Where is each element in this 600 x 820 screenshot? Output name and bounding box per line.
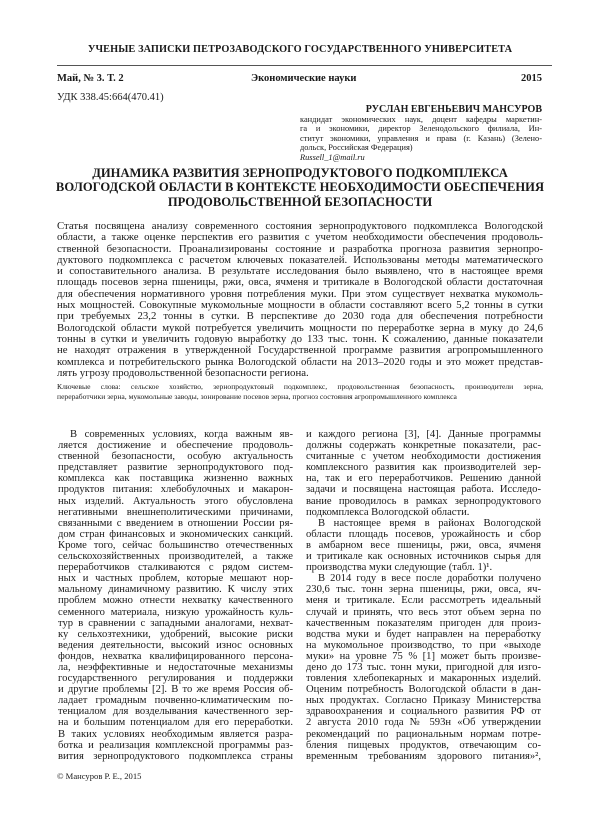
text-line: товления хлебопекарных и макаронных изделий.	[306, 673, 541, 685]
text-line: в амбарном весе пшеницы, ржи, овса, ячменя	[306, 539, 541, 551]
keywords	[57, 382, 543, 402]
text-line: при требуемых 23,2 тонны в сутки. В перспективе до 2030 года для обеспечения потребности	[57, 311, 543, 323]
udk-code: УДК 338.45:664(470.41)	[57, 92, 164, 103]
text-line: представляет развитие зернопродуктового под-	[58, 462, 293, 474]
text-line: В таких условиях необходимым является разра-	[58, 728, 293, 740]
text-line: комплексного развития как производителей зер-	[306, 462, 541, 474]
journal-title: УЧЕНЫЕ ЗАПИСКИ ПЕТРОЗАВОДСКОГО ГОСУДАРСТВЕННОГО УНИВЕРСИТЕТА	[87, 44, 513, 55]
text-line: тур в сравнении с западными аналогами, нехват-	[58, 617, 293, 629]
text-line: кандидат экономических наук, доцент кафедры маркетин-	[300, 115, 542, 124]
text-line: В 2014 году в весе после доработки получено	[318, 573, 541, 585]
text-line: 2 августа 2010 года № 593н «Об утверждении	[306, 717, 541, 729]
text-line: задачи и посвящена настоящая работа. Исследо-	[306, 484, 541, 496]
author-email[interactable]: Russell_1@mail.ru	[300, 152, 365, 162]
text-line: ведения деятельности, высокий износ основных	[58, 639, 293, 651]
author-affiliation	[300, 115, 542, 153]
text-line: должны содержать конкретные показатели, рас-	[306, 440, 541, 452]
text-line: случай и принять, что весь этот объем зерна по	[306, 606, 541, 618]
text-line: дено до 173 тыс. тонн муки, пригодной для изго-	[306, 661, 541, 673]
text-line: производства муки следующие (табл. 1)¹.	[306, 562, 493, 574]
text-line: подкомплекса Вологодской области.	[306, 506, 470, 518]
text-line: лять угрозу продовольственной безопасности региона.	[57, 367, 309, 379]
text-line: ных и частных проблем, которые мешают нор-	[58, 573, 293, 585]
text-line: водства муки и будет направлен на переработку	[306, 628, 541, 640]
text-line: ных мощностей. Совокупные мукомольные мощности в области составляют всего 5,2 тонны в сутки	[57, 300, 543, 312]
text-line: считанные с учетом необходимости достижения	[306, 451, 541, 463]
text-line: 230,6 тыс. тонн зерна пшеницы, ржи, овса, яч-	[306, 584, 541, 596]
text-line: вития зернопродуктового подкомплекса страны	[58, 750, 293, 762]
author-name: РУСЛАН ЕВГЕНЬЕВИЧ МАНСУРОВ	[365, 104, 542, 115]
text-line: переработчики зерна, мукомольные заводы, зонирование посевов зерна, прогноз состояния агропромышленного комплекса	[57, 392, 457, 401]
text-line: негативными внешнеполитическими причинами,	[58, 506, 293, 518]
text-line: мальному динамичному развитию. К числу этих	[58, 584, 293, 596]
text-line: и сопоставительного анализа. В результате исследования было выявлено, что в настоящее время	[57, 266, 543, 278]
text-line: государственного регулирования и поддержки	[58, 673, 293, 685]
text-line: дом стран финансовых и экономических санкций.	[58, 528, 293, 540]
issue-number: Май, № 3. Т. 2	[57, 73, 124, 84]
text-line: ДИНАМИКА РАЗВИТИЯ ЗЕРНОПРОДУКТОВОГО ПОДКОМПЛЕКСА	[92, 166, 508, 180]
body-column-right	[306, 429, 541, 762]
text-line: ла, неэффективные и недостаточные механизмы	[58, 661, 293, 673]
text-line: В настоящее время в районах Вологодской	[318, 517, 541, 529]
text-line: ку сельхозтехники, удобрений, высокие риски	[58, 628, 293, 640]
text-line: ственной безопасности, особую актуальность	[58, 451, 293, 463]
text-line: дольск, Российская Федерация)	[300, 143, 413, 153]
text-line: тенциалом для возделывания качественного зер-	[58, 706, 293, 718]
author-block	[300, 104, 542, 162]
text-line: ладает громадным почвенно-климатическим по-	[58, 695, 293, 707]
text-line: ственной безопасности. Проанализированы состояние и разработка прогноза развития зернопро-	[57, 243, 543, 255]
text-line: продуктов питания: хлебобулочных и макарон-	[58, 484, 293, 496]
text-line: и каждого региона [3], [4]. Данные программы	[306, 429, 541, 440]
text-line: здравоохранения и социального развития РФ от	[306, 706, 541, 718]
section-name: Экономические науки	[251, 73, 357, 84]
article-title	[0, 166, 600, 209]
text-line: и другие проблемы [2]. В то же время Россия об-	[58, 684, 293, 696]
text-line: ПРОДОВОЛЬСТВЕННОЙ БЕЗОПАСНОСТИ	[167, 194, 433, 209]
issue-year: 2015	[521, 73, 542, 84]
text-line: Оценим потребность Вологодской области в дан-	[306, 684, 541, 696]
text-line: вание проводилось в рамках зернопродуктового	[306, 495, 541, 507]
text-line: Ключевые слова: сельское хозяйство, зернопродуктовый подкомплекс, продовольственная безопасность, производители зерна,	[57, 382, 543, 391]
text-line: площадь посевов зерна пшеницы, ржи, овса, ячменя и тритикале в Вологодской области достаточная	[57, 277, 543, 289]
text-line: переработчиков сталкиваются с рядом систем-	[58, 562, 293, 574]
text-line: качественным показателям пригоден для произ-	[306, 617, 541, 629]
text-line: муки» на уровне 75 % [1] может быть произве-	[306, 650, 541, 662]
text-line: ботка и реализация комплексной программы раз-	[58, 739, 293, 751]
text-line: на, так и его переработчиков. Решению данной	[306, 473, 541, 485]
text-line: ВОЛОГОДСКОЙ ОБЛАСТИ В КОНТЕКСТЕ НЕОБХОДИМОСТИ ОБЕСПЕЧЕНИЯ	[55, 180, 545, 195]
text-line: комплекса как поставщика жизненно важных	[58, 473, 293, 485]
header-rule	[57, 65, 552, 66]
text-line: ститут экономики, управления и права (г. Казань) (Зелено-	[300, 133, 542, 143]
text-line: для обеспечения нормативного уровня потребления муки. При этом существует нехватка мукомоль-	[57, 288, 543, 300]
text-line: бления пищевых продуктов, отвечающим со-	[306, 739, 541, 751]
text-line: рекомендаций по рациональным нормам потре-	[306, 728, 541, 740]
text-line: Вологодской области мукой потребуется увеличить мощности по переработке зерна в муку до 24,6	[57, 322, 543, 334]
text-line: ляется достижение и обеспечение продоволь-	[58, 440, 293, 452]
text-line: ных продуктах. Согласно Приказу Министерства	[306, 695, 541, 707]
text-line: области, а также оценке перспектив его развития с учетом необходимости обеспечения продоволь-	[57, 232, 543, 244]
text-line: меня и тритикале. Если рассмотреть идеальный	[306, 595, 541, 607]
text-line: ных изделий. Актуальность этого обусловлена	[58, 495, 293, 507]
text-line: семенного материала, низкую урожайность куль-	[58, 606, 293, 618]
abstract	[57, 221, 543, 379]
text-line: комплекса и потребительского рынка Вологодской области на 2013–2020 годы и это может представ-	[57, 356, 543, 368]
text-line: проблем можно отнести нехватку качественного	[58, 595, 293, 607]
body-column-left	[58, 429, 293, 762]
text-line: и тритикале как основных источников сырья для	[306, 551, 541, 563]
text-line: дуктового подкомплекса с расчетом ключевых показателей. Использованы методы математического	[57, 254, 543, 266]
text-line: Статья посвящена анализу современного состояния зернопродуктового подкомплекса Вологодской	[57, 221, 543, 232]
text-line: на мукомольное производство, то при «выходе	[306, 639, 541, 651]
copyright: © Мансуров Р. Е., 2015	[57, 771, 142, 781]
text-line: области площадь посевов, урожайность и сбор	[306, 528, 541, 540]
issue-meta	[57, 73, 542, 86]
text-line: фондов, нехватка квалифицированного персона-	[58, 650, 293, 662]
text-line: га и экономики, директор Зеленодольского филиала, Ин-	[300, 124, 542, 134]
text-line: сельскохозяйственных производителей, а также	[58, 551, 293, 563]
text-line: тонны в сутки и увеличить годовую выработку до 133 тыс. тонн. К сожалению, данные показатели	[57, 333, 543, 345]
text-line: связанными с введением в отношении России ря-	[58, 517, 293, 529]
text-line: Кроме того, сейчас большинство отечественных	[58, 539, 293, 551]
text-line: на и большим потенциалом для его переработки.	[58, 717, 293, 729]
text-line: В современных условиях, когда важным яв-	[70, 429, 293, 440]
text-line: временным требованиям здорового питания»²,	[306, 750, 541, 762]
text-line: не находят отражения в утвержденной Государственной программе развития агропромышленного	[57, 345, 543, 357]
